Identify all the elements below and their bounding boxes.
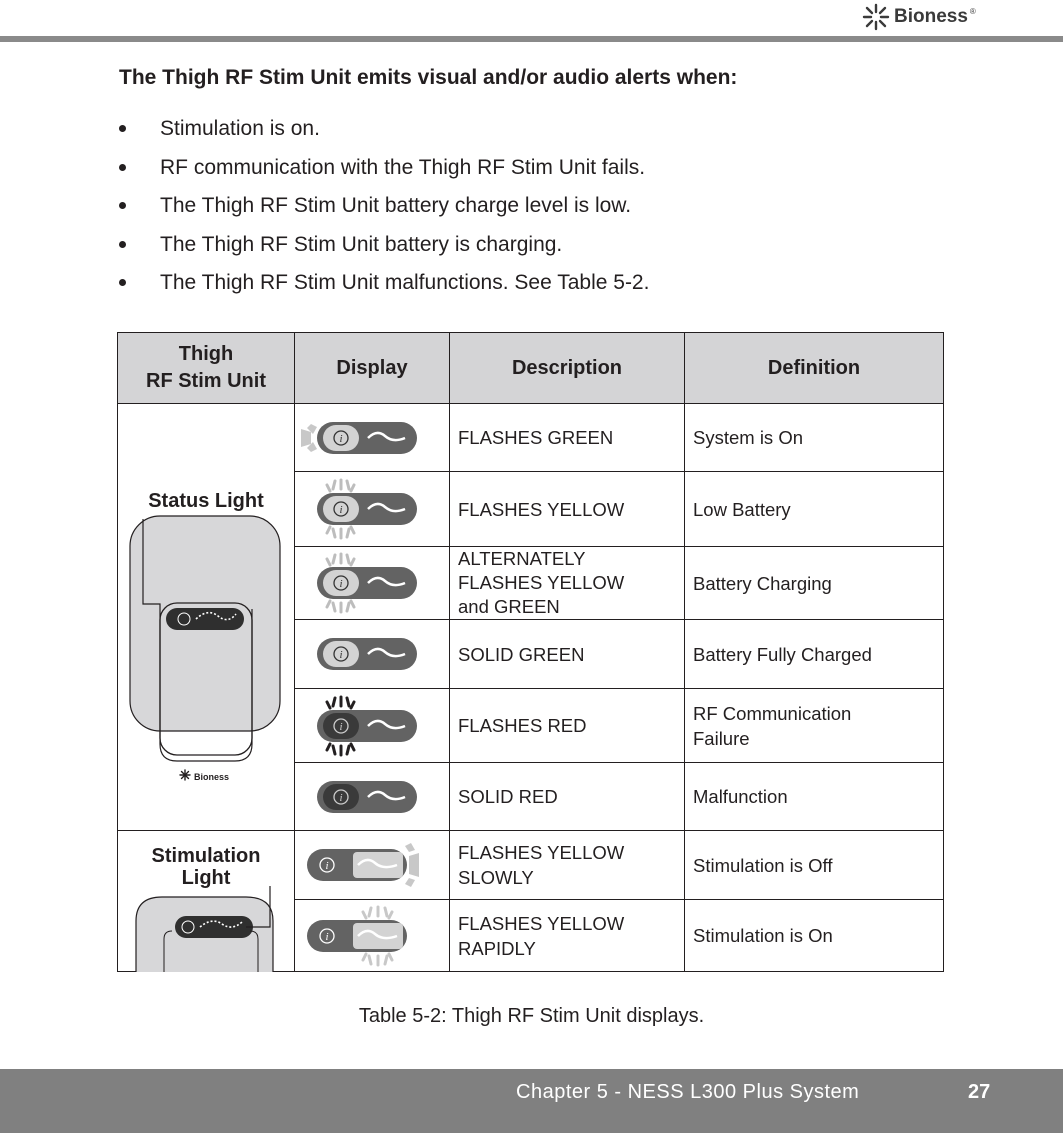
thigh-unit-stimulation-illustration (118, 831, 295, 972)
description-cell: FLASHES YELLOW (450, 472, 685, 547)
list-item: The Thigh RF Stim Unit battery charge level is low. (119, 189, 649, 228)
table-row (118, 404, 944, 472)
description-cell: FLASHES YELLOW RAPIDLY (450, 900, 685, 972)
bullet-icon (119, 202, 126, 209)
svg-text:i: i (339, 791, 343, 804)
table-caption: Table 5-2: Thigh RF Stim Unit displays. (358, 1005, 705, 1027)
status-light-flashing-green-icon (295, 416, 425, 460)
display-cell (295, 689, 450, 763)
list-item: The Thigh RF Stim Unit malfunctions. See Table 5-2. (119, 266, 649, 305)
display-cell (295, 620, 450, 689)
description-cell: FLASHES RED (450, 689, 685, 763)
stim-light-flashing-slowly-icon (295, 840, 425, 890)
description-cell: ALTERNATELY FLASHES YELLOW and GREEN (450, 547, 685, 620)
display-cell (295, 547, 450, 620)
display-table (117, 332, 944, 972)
display-cell (295, 831, 450, 900)
stim-light-flashing-rapidly-icon (295, 904, 425, 968)
thigh-unit-status-illustration (118, 404, 295, 782)
definition-cell: RF Communication Failure (685, 689, 944, 763)
header-definition: Definition (685, 333, 944, 404)
definition-cell: Battery Charging (685, 547, 944, 620)
stimulation-light-label: Stimulation Light (151, 845, 261, 889)
svg-text:i: i (325, 930, 329, 943)
table-row (118, 831, 944, 900)
bullet-icon (119, 164, 126, 171)
status-light-flashing-yellow-icon (295, 477, 425, 541)
header-display: Display (295, 333, 450, 404)
bioness-star-icon (862, 3, 890, 31)
status-light-solid-red-icon (295, 775, 425, 819)
bullet-icon (119, 279, 126, 286)
svg-text:i: i (339, 649, 343, 661)
chapter-title: Chapter 5 - NESS L300 Plus System (516, 1081, 860, 1103)
description-cell: FLASHES YELLOW SLOWLY (450, 831, 685, 900)
definition-cell: System is On (685, 404, 944, 472)
svg-text:i: i (339, 432, 343, 445)
bullet-icon (119, 125, 126, 132)
brand-name: Bioness (894, 6, 968, 27)
status-light-alternating-icon (295, 551, 425, 615)
status-light-solid-green-icon (295, 632, 425, 676)
display-cell (295, 404, 450, 472)
intro-heading: The Thigh RF Stim Unit emits visual and/or audio alerts when: (119, 66, 738, 89)
list-item: The Thigh RF Stim Unit battery is charging. (119, 228, 649, 267)
registered-mark: ® (969, 6, 976, 16)
svg-text:i: i (339, 578, 343, 590)
bioness-logo (862, 2, 976, 32)
stimulation-light-unit-cell (118, 831, 295, 972)
definition-cell: Stimulation is On (685, 900, 944, 972)
status-light-flashing-red-icon (295, 694, 425, 758)
definition-cell: Battery Fully Charged (685, 620, 944, 689)
svg-text:i: i (325, 860, 329, 872)
description-cell: SOLID RED (450, 763, 685, 831)
description-cell: SOLID GREEN (450, 620, 685, 689)
definition-cell: Stimulation is Off (685, 831, 944, 900)
display-cell (295, 900, 450, 972)
table-header-row (118, 333, 944, 404)
alert-list (119, 112, 649, 305)
list-item: Stimulation is on. (119, 112, 649, 151)
header-description: Description (450, 333, 685, 404)
display-cell (295, 763, 450, 831)
page-footer (0, 1069, 1063, 1133)
definition-cell: Malfunction (685, 763, 944, 831)
svg-text:i: i (339, 720, 343, 733)
bullet-icon (119, 241, 126, 248)
definition-cell: Low Battery (685, 472, 944, 547)
status-light-label: Status Light (148, 490, 264, 512)
device-brand-text: Bioness (194, 772, 230, 782)
description-cell: FLASHES GREEN (450, 404, 685, 472)
header-rule (0, 36, 1063, 42)
list-item: RF communication with the Thigh RF Stim Unit fails. (119, 151, 649, 190)
page-number: 27 (968, 1081, 991, 1103)
svg-text:i: i (339, 504, 343, 516)
status-light-unit-cell (118, 404, 295, 831)
display-cell (295, 472, 450, 547)
header-unit: Thigh RF Stim Unit (118, 333, 295, 404)
